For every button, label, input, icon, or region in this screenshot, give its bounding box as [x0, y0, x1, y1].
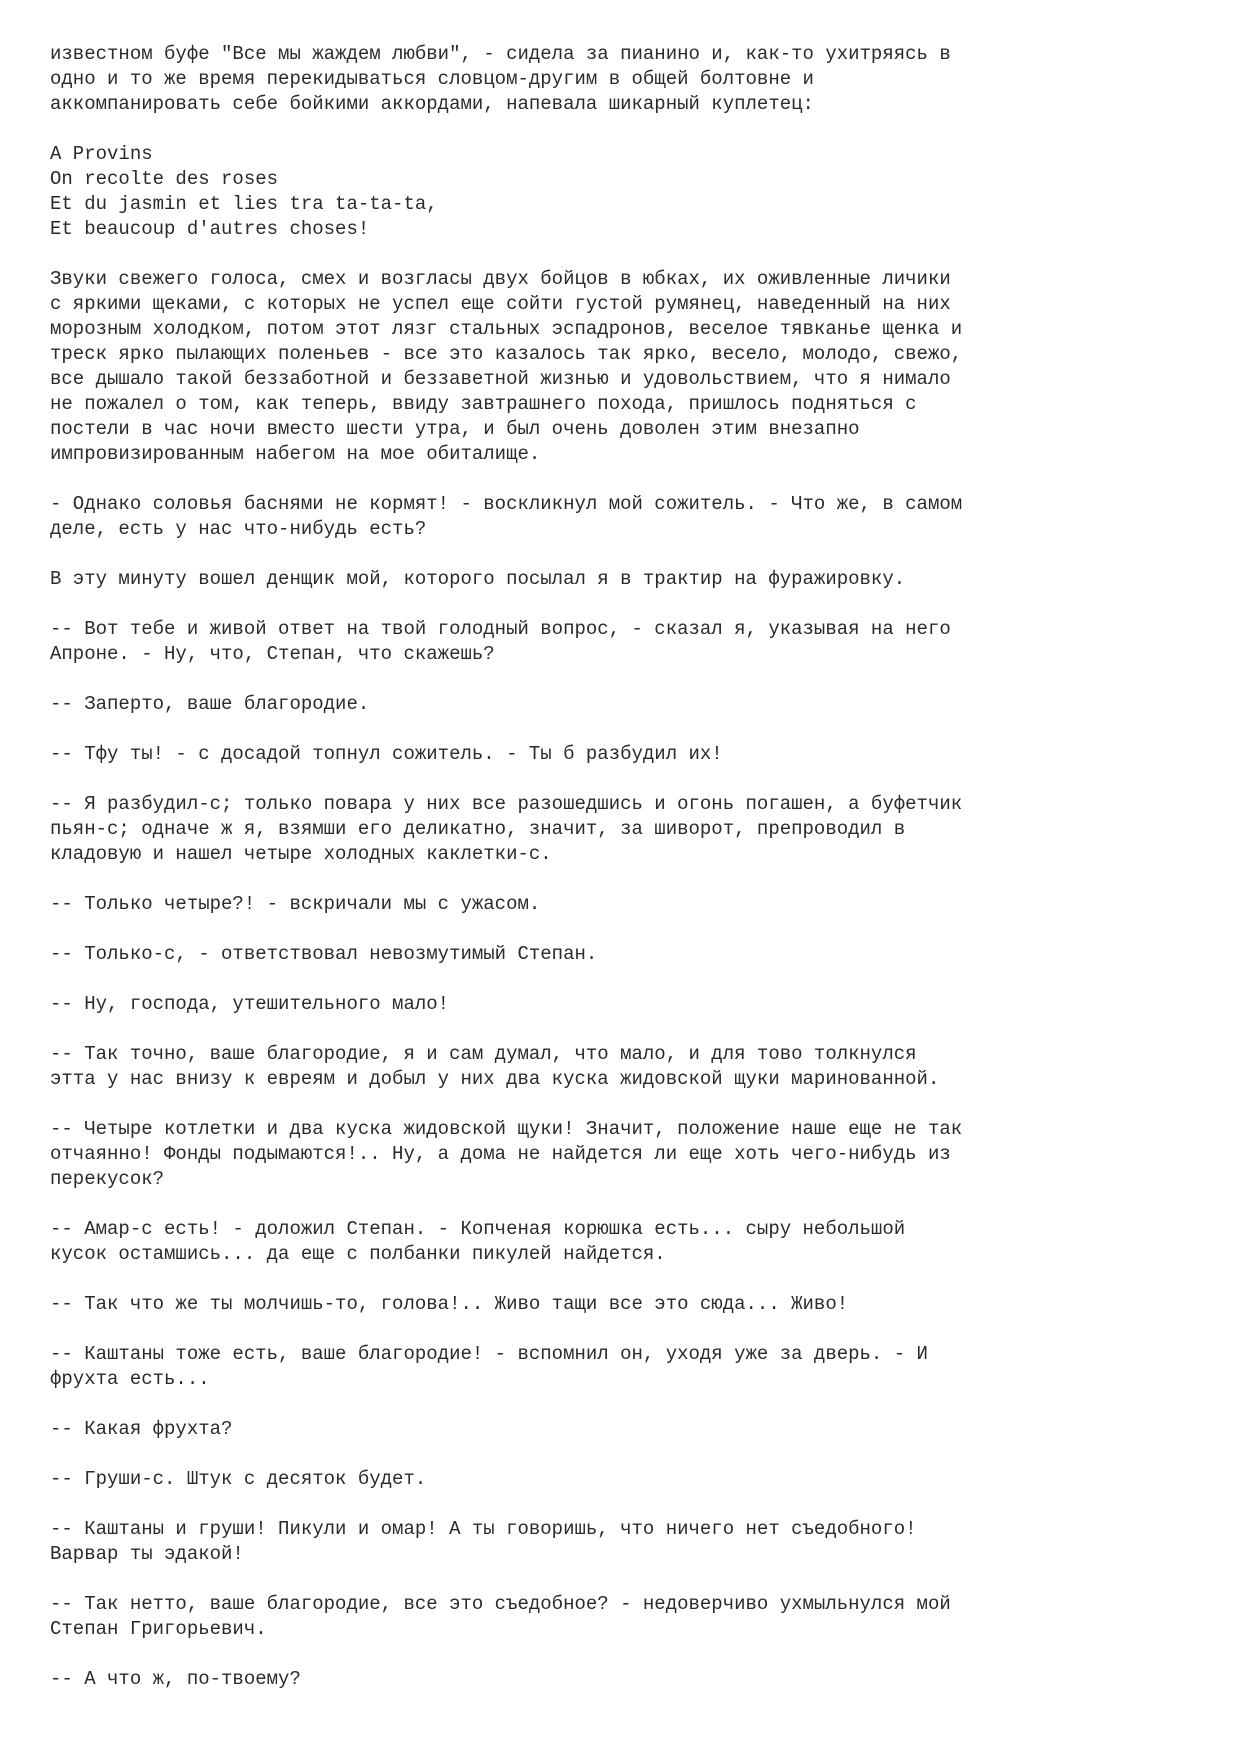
- paragraph: [50, 792, 1210, 867]
- text-line: -- Так точно, ваше благородие, я и сам думал, что мало, и для тово толкнулся: [50, 1043, 917, 1065]
- paragraph: [50, 892, 1210, 917]
- text-line: -- Каштаны и груши! Пикули и омар! А ты говоришь, что ничего нет съедобного!: [50, 1518, 917, 1540]
- paragraph: [50, 692, 1210, 717]
- text-line: импровизированным набегом на мое обиталище.: [50, 443, 541, 465]
- text-line: Варвар ты эдакой!: [50, 1543, 244, 1565]
- text-line: не пожалел о том, как теперь, ввиду завтрашнего похода, пришлось подняться с: [50, 393, 917, 415]
- text-line: перекусок?: [50, 1168, 165, 1190]
- text-line: морозным холодком, потом этот лязг стальных эспадронов, веселое тявканье щенка и: [50, 318, 963, 340]
- text-line: On recolte des roses: [50, 168, 279, 190]
- text-line: кусок остамшись... да еще с полбанки пикулей найдется.: [50, 1243, 666, 1265]
- paragraph: [50, 992, 1210, 1017]
- paragraph: [50, 1117, 1210, 1192]
- text-line: -- Четыре котлетки и два куска жидовской щуки! Значит, положение наше еще не так: [50, 1118, 963, 1140]
- text-line: этта у нас внизу к евреям и добыл у них два куска жидовской щуки маринованной.: [50, 1068, 940, 1090]
- text-line: аккомпанировать себе бойкими аккордами, напевала шикарный куплетец:: [50, 93, 814, 115]
- text-line: Степан Григорьевич.: [50, 1618, 267, 1640]
- paragraph: [50, 1342, 1210, 1392]
- text-line: -- Так что же ты молчишь-то, голова!.. Живо тащи все это сюда... Живо!: [50, 1293, 849, 1315]
- paragraph: [50, 492, 1210, 542]
- document-page: [50, 42, 1210, 1717]
- text-line: -- Я разбудил-с; только повара у них все разошедшись и огонь погашен, а буфетчик: [50, 793, 963, 815]
- text-line: -- Груши-с. Штук с десяток будет.: [50, 1468, 427, 1490]
- paragraph: [50, 1417, 1210, 1442]
- text-line: кладовую и нашел четыре холодных каклетки-с.: [50, 843, 552, 865]
- text-line: пьян-с; одначе ж я, взямши его деликатно, значит, за шиворот, препроводил в: [50, 818, 906, 840]
- text-line: с яркими щеками, с которых не успел еще сойти густой румянец, наведенный на них: [50, 293, 951, 315]
- text-line: Апроне. - Ну, что, Степан, что скажешь?: [50, 643, 495, 665]
- text-line: Звуки свежего голоса, смех и возгласы двух бойцов в юбках, их оживленные личики: [50, 268, 951, 290]
- paragraph: [50, 1592, 1210, 1642]
- paragraph: [50, 1517, 1210, 1567]
- text-line: отчаянно! Фонды подымаются!.. Ну, а дома не найдется ли еще хоть чего-нибудь из: [50, 1143, 951, 1165]
- text-line: -- Тфу ты! - с досадой топнул сожитель. - Ты б разбудил их!: [50, 743, 723, 765]
- paragraph: [50, 42, 1210, 117]
- text-line: -- Какая фрухта?: [50, 1418, 233, 1440]
- paragraph: [50, 942, 1210, 967]
- text-line: A Provins: [50, 143, 153, 165]
- paragraph: [50, 1292, 1210, 1317]
- text-line: -- Только четыре?! - вскричали мы с ужасом.: [50, 893, 541, 915]
- paragraph: [50, 1217, 1210, 1267]
- paragraph: [50, 267, 1210, 467]
- text-line: -- Только-с, - ответствовал невозмутимый Степан.: [50, 943, 598, 965]
- paragraph: [50, 617, 1210, 667]
- text-line: -- А что ж, по-твоему?: [50, 1668, 301, 1690]
- text-line: Et du jasmin et lies tra ta-ta-ta,: [50, 193, 438, 215]
- text-line: -- Каштаны тоже есть, ваше благородие! - вспомнил он, уходя уже за дверь. - И: [50, 1343, 928, 1365]
- text-line: - Однако соловья баснями не кормят! - воскликнул мой сожитель. - Что же, в самом: [50, 493, 963, 515]
- text-line: -- Заперто, ваше благородие.: [50, 693, 370, 715]
- text-line: -- Так нетто, ваше благородие, все это съедобное? - недоверчиво ухмыльнулся мой: [50, 1593, 951, 1615]
- text-line: Et beaucoup d'autres choses!: [50, 218, 370, 240]
- text-line: -- Амар-с есть! - доложил Степан. - Копченая корюшка есть... сыру небольшой: [50, 1218, 906, 1240]
- text-line: -- Ну, господа, утешительного мало!: [50, 993, 450, 1015]
- paragraph: [50, 1042, 1210, 1092]
- paragraph: [50, 142, 1210, 242]
- text-line: известном буфе "Все мы жаждем любви", - сидела за пианино и, как-то ухитряясь в: [50, 43, 951, 65]
- text-line: треск ярко пылающих поленьев - все это казалось так ярко, весело, молодо, свежо,: [50, 343, 963, 365]
- paragraph: [50, 742, 1210, 767]
- text-line: деле, есть у нас что-нибудь есть?: [50, 518, 427, 540]
- paragraph: [50, 567, 1210, 592]
- text-line: -- Вот тебе и живой ответ на твой голодный вопрос, - сказал я, указывая на него: [50, 618, 951, 640]
- text-line: В эту минуту вошел денщик мой, которого посылал я в трактир на фуражировку.: [50, 568, 906, 590]
- text-line: все дышало такой беззаботной и беззаветной жизнью и удовольствием, что я нимало: [50, 368, 951, 390]
- text-line: одно и то же время перекидываться словцом-другим в общей болтовне и: [50, 68, 814, 90]
- paragraph: [50, 1467, 1210, 1492]
- text-line: постели в час ночи вместо шести утра, и был очень доволен этим внезапно: [50, 418, 860, 440]
- text-line: фрухта есть...: [50, 1368, 210, 1390]
- paragraph: [50, 1667, 1210, 1692]
